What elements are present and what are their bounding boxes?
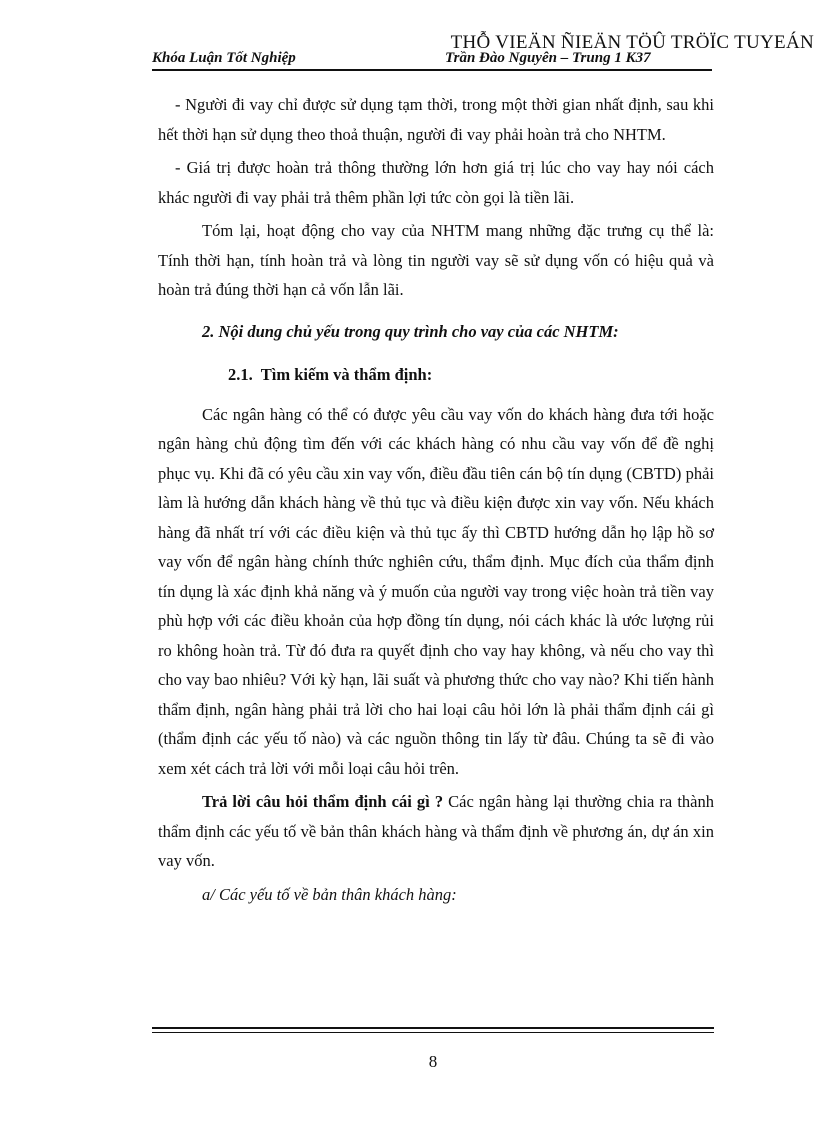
- section-2-1-number: 2.1.: [228, 365, 253, 384]
- summary-paragraph: Tóm lại, hoạt động cho vay của NHTM mang những đặc trưng cụ thể là: Tính thời hạn, tính hoàn trả và lòng tin người vay sẽ sử dụng vốn có hiệu quả và hoàn trả đúng thời hạn cả vốn lẫn lãi.: [158, 221, 714, 299]
- appraisal-question-paragraph: [158, 787, 714, 876]
- watermark-text: THỖ VIEÄN ÑIEÄN TÖÛ TRÖÏC TUYEÁN: [450, 32, 814, 53]
- footer-divider-thick: [152, 1027, 714, 1029]
- bullet-paragraph-1: - Người đi vay chỉ được sử dụng tạm thời, trong một thời gian nhất định, sau khi hết thời hạn sử dụng theo thoả thuận, người đi vay phải hoàn trả cho NHTM.: [158, 95, 714, 144]
- bullet-paragraph-2: - Giá trị được hoàn trả thông thường lớn hơn giá trị lúc cho vay hay nói cách khác người đi vay phải trả thêm phần lợi tức còn gọi là tiền lãi.: [158, 158, 714, 207]
- header-divider: [152, 69, 712, 71]
- subitem-a-heading: a/ Các yếu tố về bản thân khách hàng:: [202, 884, 457, 904]
- section-2-heading: 2. Nội dung chủ yếu trong quy trình cho vay của các NHTM:: [202, 321, 619, 341]
- appraisal-question-text: Các ngân hàng lại thường chia ra thành thẩm định các yếu tố về bản thân khách hàng và thẩm định về phương án, dự án xin vay vốn.: [158, 792, 714, 870]
- section-2-1-heading: [228, 360, 714, 390]
- page-number: 8: [428, 1052, 438, 1071]
- page-body: [158, 90, 714, 909]
- section-2-1-title: Tìm kiếm và thẩm định:: [260, 365, 433, 384]
- header-thesis-title: Khóa Luận Tốt Nghiệp: [152, 50, 296, 66]
- header-author: Trần Đào Nguyên – Trung 1 K37: [445, 50, 651, 66]
- footer-divider-thin: [152, 1032, 714, 1033]
- search-appraisal-paragraph: Các ngân hàng có thể có được yêu cầu vay vốn do khách hàng đưa tới hoặc ngân hàng chủ động tìm đến với các khách hàng có nhu cầu vay vốn để đề nghị phục vụ. Khi đã có yêu cầu xin vay vốn, điều đầu tiên cán bộ tín dụng (CBTD) phải làm là hướng dẫn khách hàng về thủ tục và điều kiện được xin vay vốn. Nếu khách hàng đã nhất trí với các điều kiện và thủ tục ấy thì CBTD hướng dẫn họ lập hồ sơ vay vốn để ngân hàng chính thức nghiên cứu, thẩm định. Mục đích của thẩm định tín dụng là xác định khả năng và ý muốn của người vay trong việc hoàn trả tiền vay phù hợp với các điều khoản của hợp đồng tín dụng, nói cách khác là ước lượng rủi ro không hoàn trả. Từ đó đưa ra quyết định cho vay hay không, và nếu cho vay thì cho vay bao nhiêu? Với kỳ hạn, lãi suất và phương thức cho vay nào? Khi tiến hành thẩm định, ngân hàng phải trả lời cho hai loại câu hỏi lớn là phải thẩm định cái gì (thẩm định các yếu tố nào) và các nguồn thông tin lấy từ đâu. Chúng ta sẽ đi vào xem xét cách trả lời với mỗi loại câu hỏi trên.: [158, 404, 714, 778]
- appraisal-question-lead: Trả lời câu hỏi thẩm định cái gì ?: [202, 792, 444, 811]
